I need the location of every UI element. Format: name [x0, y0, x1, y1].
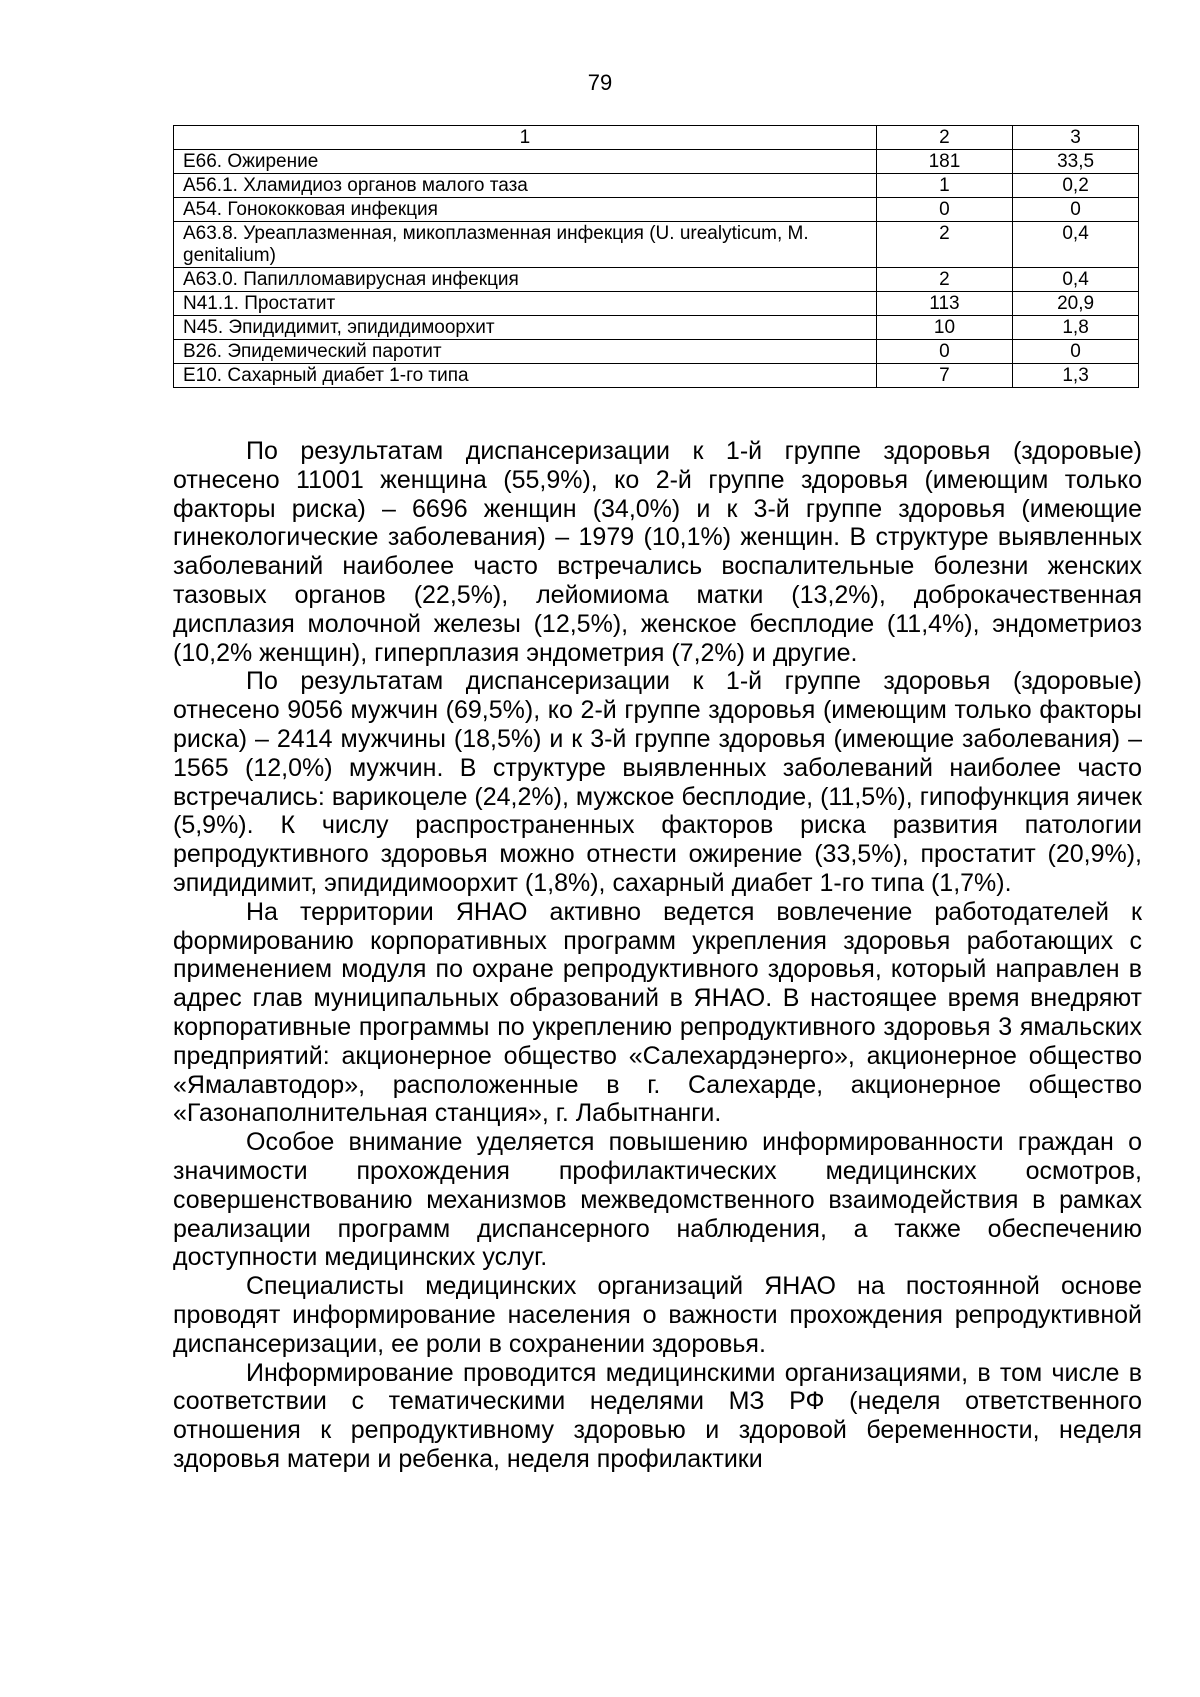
diagnosis-name-cell: A54. Гонококковая инфекция [174, 198, 877, 222]
percent-cell: 20,9 [1013, 292, 1139, 316]
count-cell: 2 [876, 222, 1012, 268]
count-cell: 10 [876, 316, 1012, 340]
count-cell: 181 [876, 150, 1012, 174]
paragraph-corporate-programs: На территории ЯНАО активно ведется вовлечение работодателей к формированию корпоративных программ укрепления здоровья работающих с применением модуля по охране репродуктивного здоровья, который направлен в адрес глав муниципальных образований в ЯНАО. В настоящее время внедряют корпоративные программы по укреплению репродуктивного здоровья 3 ямальских предприятий: акционерное общество «Салехардэнерго», акционерное общество «Ямалавтодор», расположенные в г. Салехарде, акционерное общество «Газонаполнительная станция», г. Лабытнанги. [173, 897, 1142, 1128]
diagnosis-name-cell: B26. Эпидемический паротит [174, 340, 877, 364]
diagnosis-name-cell: N41.1. Простатит [174, 292, 877, 316]
table-row [174, 268, 1139, 292]
table-row [174, 292, 1139, 316]
diagnosis-table [173, 125, 1139, 388]
diagnosis-name-cell: A63.8. Уреаплазменная, микоплазменная инфекция (U. urealyticum, M. genitalium) [174, 222, 877, 268]
diagnosis-name-cell: E66. Ожирение [174, 150, 877, 174]
table-row [174, 198, 1139, 222]
count-cell: 1 [876, 174, 1012, 198]
percent-cell: 0,4 [1013, 222, 1139, 268]
diagnosis-name-cell: A56.1. Хламидиоз органов малого таза [174, 174, 877, 198]
percent-cell: 33,5 [1013, 150, 1139, 174]
table-header-cell: 2 [876, 126, 1012, 150]
count-cell: 0 [876, 340, 1012, 364]
table-row [174, 364, 1139, 388]
percent-cell: 0,4 [1013, 268, 1139, 292]
paragraph-women-dispensary: По результатам диспансеризации к 1-й группе здоровья (здоровые) отнесено 11001 женщина (55,9%), ко 2-й группе здоровья (имеющим только факторы риска) – 6696 женщин (34,0%) и к 3-й группе здоровья (имеющие гинекологические заболевания) – 1979 (10,1%) женщин. В структуре выявленных заболеваний наиболее часто встречались воспалительные болезни женских тазовых органов (22,5%), лейомиома матки (13,2%), доброкачественная дисплазия молочной железы (12,5%), женское бесплодие (11,4%), эндометриоз (10,2% женщин), гиперплазия эндометрия (7,2%) и другие. [173, 437, 1142, 667]
diagnosis-name-cell: N45. Эпидидимит, эпидидимоорхит [174, 316, 877, 340]
table-row [174, 340, 1139, 364]
paragraph-informing: Информирование проводится медицинскими организациями, в том числе в соответствии с тематическими неделями МЗ РФ (неделя ответственного отношения к репродуктивному здоровью и здоровой беременности, неделя здоровья матери и ребенка, неделя профилактики [173, 1358, 1142, 1473]
table-header-cell: 1 [174, 126, 877, 150]
table-row [174, 316, 1139, 340]
paragraph-men-dispensary: По результатам диспансеризации к 1-й группе здоровья (здоровые) отнесено 9056 мужчин (69,5%), ко 2-й группе здоровья (имеющим только факторы риска) – 2414 мужчины (18,5%) и к 3-й группе здоровья (имеющие заболевания) – 1565 (12,0%) мужчин. В структуре выявленных заболеваний наиболее часто встречались: варикоцеле (24,2%), мужское бесплодие, (11,5%), гипофункция яичек (5,9%). К числу распространенных факторов риска развития патологии репродуктивного здоровья можно отнести ожирение (33,5%), простатит (20,9%), эпидидимит, эпидидимоорхит (1,8%), сахарный диабет 1-го типа (1,7%). [173, 667, 1142, 897]
diagnosis-name-cell: E10. Сахарный диабет 1-го типа [174, 364, 877, 388]
table-row [174, 174, 1139, 198]
count-cell: 0 [876, 198, 1012, 222]
paragraph-specialists: Специалисты медицинских организаций ЯНАО на постоянной основе проводят информирование населения о важности прохождения репродуктивной диспансеризации, ее роли в сохранении здоровья. [173, 1272, 1142, 1358]
percent-cell: 0 [1013, 340, 1139, 364]
table-header-cell: 3 [1013, 126, 1139, 150]
percent-cell: 1,8 [1013, 316, 1139, 340]
table-header-row [174, 126, 1139, 150]
body-text [173, 437, 1142, 1474]
table-row [174, 222, 1139, 268]
percent-cell: 0 [1013, 198, 1139, 222]
percent-cell: 0,2 [1013, 174, 1139, 198]
page-number: 79 [587, 70, 613, 95]
count-cell: 2 [876, 268, 1012, 292]
paragraph-awareness: Особое внимание уделяется повышению информированности граждан о значимости прохождения профилактических медицинских осмотров, совершенствованию механизмов межведомственного взаимодействия в рамках реализации программ диспансерного наблюдения, а также обеспечению доступности медицинских услуг. [173, 1128, 1142, 1272]
count-cell: 113 [876, 292, 1012, 316]
percent-cell: 1,3 [1013, 364, 1139, 388]
diagnosis-name-cell: A63.0. Папилломавирусная инфекция [174, 268, 877, 292]
count-cell: 7 [876, 364, 1012, 388]
table-row [174, 150, 1139, 174]
